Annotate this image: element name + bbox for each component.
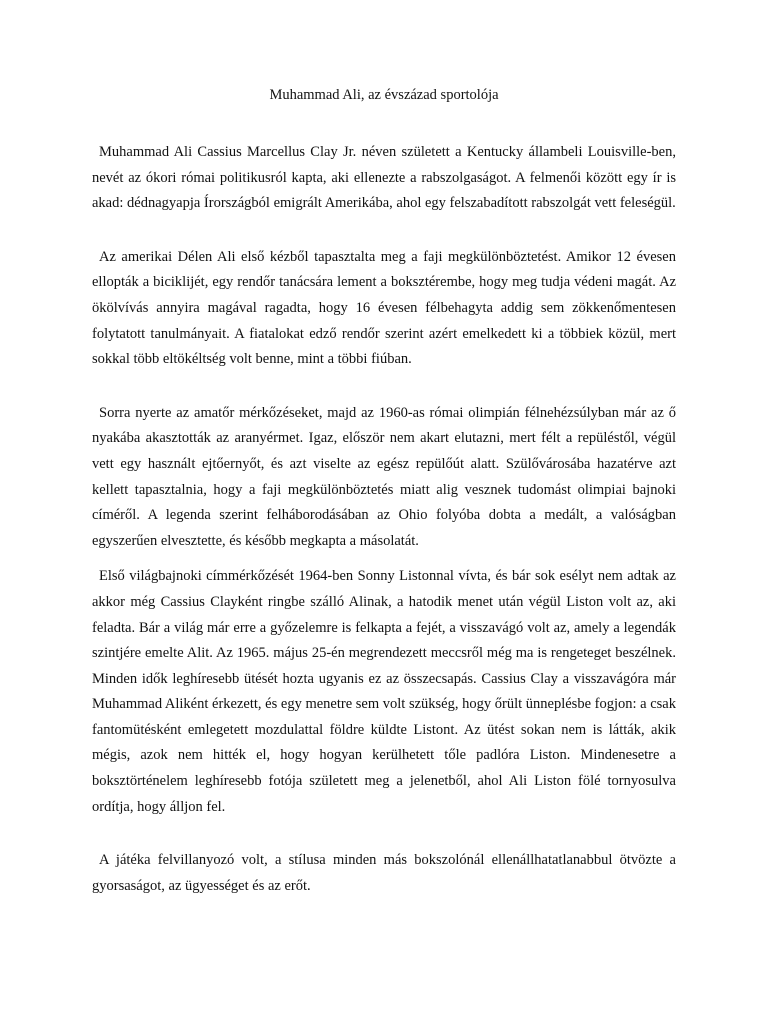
document-title: Muhammad Ali, az évszázad sportolója: [269, 87, 499, 103]
paragraph-2: Az amerikai Délen Ali első kézből tapasztalta meg a faji megkülönböztetést. Amikor 12 évesen ellopták a biciklijét, egy rendőr tanácsára lement a boksztérembe, hogy meg tudja védeni magát. Az ökölvívás annyira magával ragadta, hogy 16 évesen félbehagyta addig sem zökkenőmentesen folytatott tanulmányait. A fiatalokat edző rendőr szerint azért emelkedett ki a többiek közül, mert sokkal több eltökéltség volt benne, mint a többi fiúban.: [92, 248, 676, 368]
paragraph-4: Első világbajnoki címmérkőzését 1964-ben Sonny Listonnal vívta, és bár sok esélyt nem adtak az akkor még Cassius Clayként ringbe szálló Alinak, a hatodik menet után végül Liston volt az, aki feladta. Bár a világ már erre a győzelemre is felkapta a fejét, a visszavágó volt az, amely a legendák szintjére emelte Alit. Az 1965. május 25-én megrendezett meccsről még ma is rengeteget beszélnek. Minden idők leghíresebb ütését hozta ugyanis ez az összecsapás. Cassius Clay a visszavágóra már Muhammad Aliként érkezett, és egy menetre sem volt szükség, hogy őrült ünneplésbe fogjon: a csak fantomütésként emlegetett mozdulattal földre küldte Listont. Az ütést sokan nem is látták, akik mégis, azok nem hitték el, hogy hogyan kerülhetett tőle padlóra Liston. Mindenesetre a boksztörténelem leghíresebb fotója született meg a jelenetből, ahol Ali Liston fölé tornyosulva ordítja, hogy álljon fel.: [92, 568, 676, 815]
paragraph-3: Sorra nyerte az amatőr mérkőzéseket, majd az 1960-as római olimpián félnehézsúlyban már az ő nyakába akasztották az aranyérmet. Igaz, először nem akart elutazni, mert félt a repüléstől, végül vett egy használt ejtőernyőt, és azt viselte az egész repülőút alatt. Szülővárosába hazatérve azt kellett tapasztalnia, hogy a faji megkülönböztetés miatt alig vesznek tudomást olimpiai bajnoki címéről. A legenda szerint felháborodásában az Ohio folyóba dobta a medált, a valóságban egyszerűen elvesztette, és később megkapta a másolatát.: [92, 404, 676, 549]
paragraph-5: A játéka felvillanyozó volt, a stílusa minden más bokszolónál ellenállhatatlanabbul ötvözte a gyorsaságot, az ügyességet és az erőt.: [92, 852, 676, 894]
document-page: [92, 82, 676, 899]
paragraph-1: Muhammad Ali Cassius Marcellus Clay Jr. néven született a Kentucky állambeli Louisville-ben, nevét az ókori római politikusról kapta, aki ellenezte a rabszolgaságot. A felmenői között egy ír is akad: dédnagyapja Írországból emigrált Amerikába, ahol egy felszabadított rabszolgát vett feleségül.: [92, 144, 676, 212]
